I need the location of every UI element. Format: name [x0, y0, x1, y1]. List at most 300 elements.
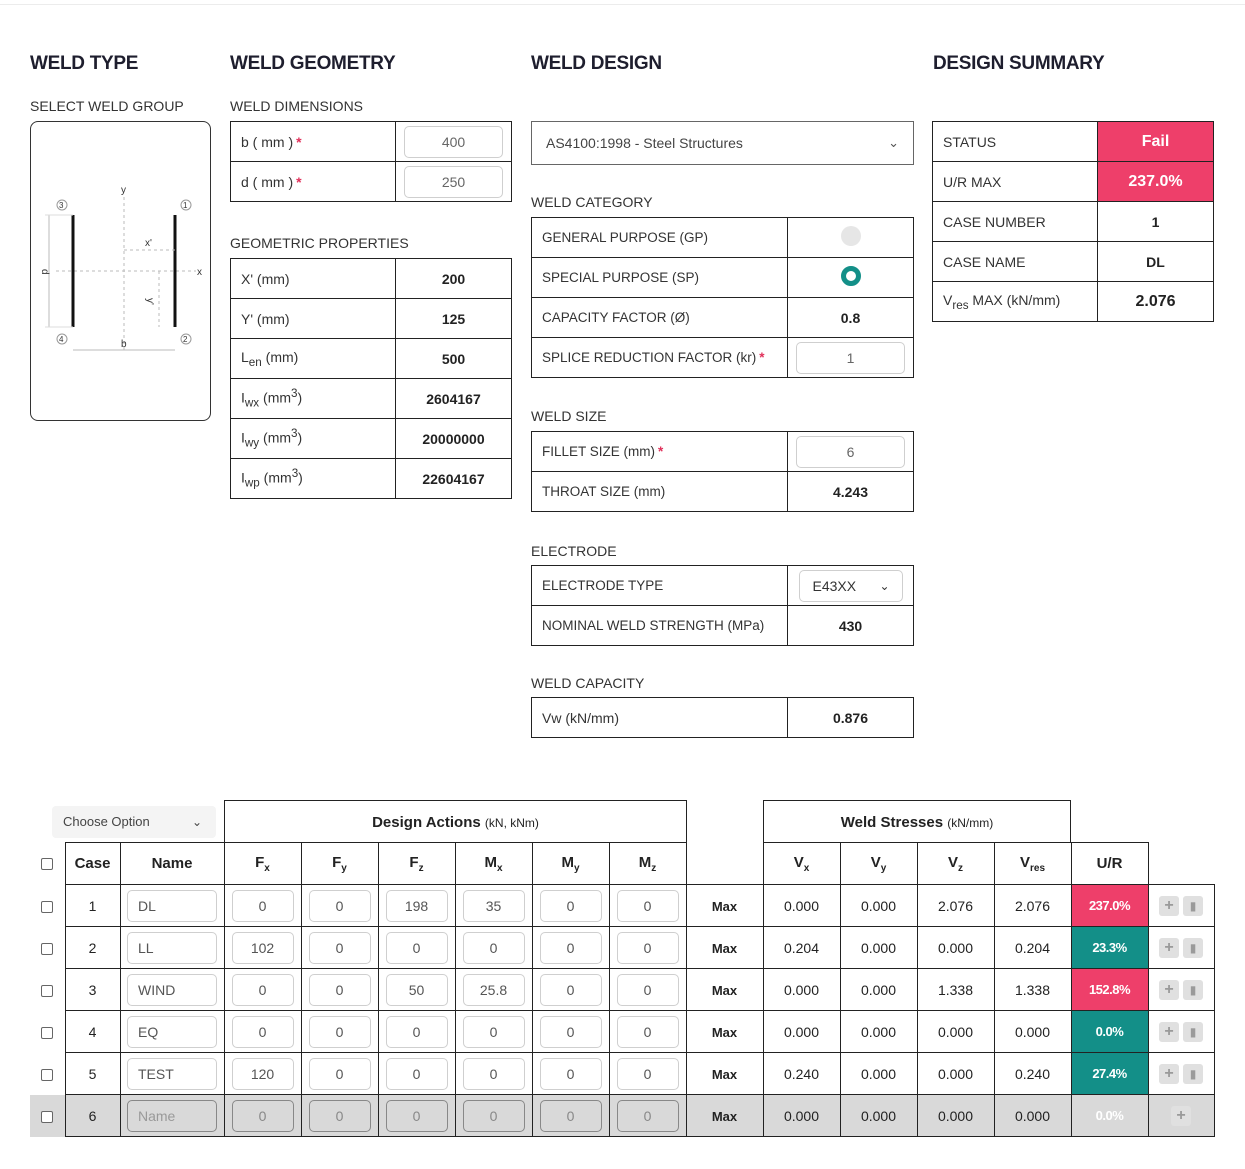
fz-cell — [378, 885, 455, 927]
fillet-input[interactable]: 6 — [796, 436, 905, 468]
throat-value: 4.243 — [788, 472, 914, 512]
row-checkbox[interactable] — [41, 1069, 53, 1081]
my-cell — [532, 927, 609, 969]
table-row — [30, 1095, 1214, 1137]
weld-group-diagram-svg — [31, 122, 210, 420]
choose-option-value: Choose Option — [63, 814, 150, 829]
fy-input[interactable]: 0 — [309, 890, 371, 922]
my-input[interactable]: 0 — [540, 974, 602, 1006]
row-checkbox-cell — [30, 1095, 65, 1137]
prop-value: 20000000 — [396, 419, 512, 459]
prop-label: Y' (mm) — [231, 299, 396, 339]
prop-row — [231, 419, 512, 459]
dimension-row-d — [231, 162, 512, 202]
max-cell — [686, 927, 763, 969]
mz-input[interactable]: 0 — [617, 890, 679, 922]
vres-value: 0.240 — [994, 1053, 1071, 1095]
max-cell — [686, 1095, 763, 1137]
fy-cell — [301, 927, 378, 969]
mz-input[interactable]: 0 — [617, 974, 679, 1006]
mx-cell — [455, 1095, 532, 1137]
vy-value: 0.000 — [840, 1011, 917, 1053]
case-number: 5 — [65, 1053, 120, 1095]
vres-value: 1.338 — [994, 969, 1071, 1011]
fillet-label: FILLET SIZE (mm) — [542, 444, 656, 459]
weld-stresses-units: (kN/mm) — [947, 816, 994, 830]
row-checkbox-cell — [30, 927, 65, 969]
mz-cell — [609, 1095, 686, 1137]
fz-input[interactable]: 0 — [386, 1058, 448, 1090]
col-name: Name — [120, 843, 224, 885]
mx-cell — [455, 885, 532, 927]
vx-value: 0.000 — [763, 1095, 840, 1137]
name-input[interactable]: DL — [127, 890, 217, 922]
fx-cell — [224, 1095, 301, 1137]
nominal-strength-label: NOMINAL WELD STRENGTH (MPa) — [532, 606, 788, 646]
vy-value: 0.000 — [840, 1053, 917, 1095]
case-number-row — [933, 202, 1214, 242]
design-summary-table — [932, 121, 1214, 322]
weld-stresses-header — [763, 800, 1071, 843]
trash-icon[interactable]: ▮ — [1183, 1022, 1203, 1042]
nominal-strength-row — [532, 606, 914, 646]
fz-input[interactable]: 0 — [386, 1100, 448, 1132]
table-row — [30, 1053, 1214, 1095]
mx-input[interactable]: 0 — [463, 932, 525, 964]
max-label: Max — [711, 982, 738, 998]
my-input[interactable]: 0 — [540, 932, 602, 964]
fz-cell — [378, 1095, 455, 1137]
vx-value: 0.000 — [763, 885, 840, 927]
ur-value: 27.4% — [1071, 1053, 1148, 1095]
fz-input[interactable]: 0 — [386, 932, 448, 964]
fx-cell — [224, 1011, 301, 1053]
prop-value: 125 — [396, 299, 512, 339]
vres-value: 0.204 — [994, 927, 1071, 969]
name-input[interactable]: EQ — [127, 1016, 217, 1048]
mx-input[interactable]: 0 — [463, 1058, 525, 1090]
col-fz: $F_z$ — [378, 843, 455, 885]
capacity-factor-value: 0.8 — [788, 298, 914, 338]
col-fx: $F_x$ — [224, 843, 301, 885]
electrode-label: ELECTRODE — [531, 543, 617, 559]
diagram-y-label: y — [121, 185, 126, 196]
fy-cell — [301, 1011, 378, 1053]
vres-max-label: $V_{res}$ MAX (kN/mm) — [933, 282, 1098, 322]
table-header-row — [30, 843, 1214, 885]
max-cell — [686, 969, 763, 1011]
my-input[interactable]: 0 — [540, 1016, 602, 1048]
electrode-type-row — [532, 566, 914, 606]
required-mark: * — [296, 173, 302, 190]
mz-cell — [609, 969, 686, 1011]
fz-cell — [378, 1053, 455, 1095]
row-checkbox[interactable] — [41, 943, 53, 955]
fillet-label-cell — [532, 432, 788, 472]
mx-input[interactable]: 0 — [463, 1100, 525, 1132]
col-actions — [1148, 843, 1214, 885]
weld-group-diagram[interactable] — [30, 121, 211, 421]
actions-cell — [1148, 927, 1214, 969]
electrode-type-cell — [788, 566, 914, 606]
d-value-cell — [396, 162, 512, 202]
actions-cell — [1148, 1053, 1214, 1095]
my-cell — [532, 1011, 609, 1053]
row-checkbox-cell — [30, 885, 65, 927]
vres-value: 2.076 — [994, 885, 1071, 927]
diagram-node-4: 4 — [59, 335, 64, 344]
d-label: d ( mm ) — [241, 173, 294, 190]
prop-row — [231, 259, 512, 299]
diagram-yprime-label: y' — [144, 298, 155, 305]
name-cell — [120, 1011, 224, 1053]
d-input[interactable]: 250 — [404, 166, 503, 198]
max-cell — [686, 1053, 763, 1095]
prop-label: $I_{wp}$ $(mm^3)$ — [231, 459, 396, 499]
row-checkbox-cell — [30, 1053, 65, 1095]
d-label-cell — [231, 162, 396, 202]
prop-value: 2604167 — [396, 379, 512, 419]
vz-value: 1.338 — [917, 969, 994, 1011]
b-label-cell — [231, 122, 396, 162]
vw-row — [532, 698, 914, 738]
name-cell — [120, 1095, 224, 1137]
splice-label: SPLICE REDUCTION FACTOR (kr) — [542, 350, 757, 365]
design-standard-select[interactable] — [531, 121, 914, 165]
weld-size-table — [531, 431, 914, 512]
my-cell — [532, 1053, 609, 1095]
trash-icon[interactable]: ▮ — [1183, 980, 1203, 1000]
plus-icon[interactable]: + — [1159, 1022, 1179, 1042]
vy-value: 0.000 — [840, 885, 917, 927]
col-fy: $F_y$ — [301, 843, 378, 885]
vz-value: 0.000 — [917, 927, 994, 969]
case-number: 2 — [65, 927, 120, 969]
case-number: 3 — [65, 969, 120, 1011]
actions-cell — [1148, 885, 1214, 927]
table-row — [30, 1011, 1214, 1053]
vres-max-value: 2.076 — [1098, 282, 1214, 322]
ur-max-row — [933, 162, 1214, 202]
vz-value: 0.000 — [917, 1095, 994, 1137]
col-vz: $V_z$ — [917, 843, 994, 885]
vres-value: 0.000 — [994, 1011, 1071, 1053]
weld-category-table — [531, 217, 914, 378]
diagram-node-1: 1 — [183, 201, 188, 210]
fz-input[interactable]: 0 — [386, 1016, 448, 1048]
prop-label: $I_{wx}$ $(mm^3)$ — [231, 379, 396, 419]
diagram-xprime-label: x' — [145, 238, 152, 249]
prop-value: 500 — [396, 339, 512, 379]
design-actions-header — [224, 800, 687, 843]
plus-icon[interactable]: + — [1171, 1106, 1191, 1126]
col-vres: $V_{res}$ — [994, 843, 1071, 885]
fy-input[interactable]: 0 — [309, 932, 371, 964]
my-cell — [532, 969, 609, 1011]
electrode-type-label: ELECTRODE TYPE — [532, 566, 788, 606]
fy-input[interactable]: 0 — [309, 974, 371, 1006]
fx-cell — [224, 1053, 301, 1095]
plus-icon[interactable]: + — [1159, 1064, 1179, 1084]
b-label: b ( mm ) — [241, 133, 294, 150]
prop-value: 22604167 — [396, 459, 512, 499]
name-input[interactable]: Name — [127, 1100, 217, 1132]
fx-cell — [224, 927, 301, 969]
status-row — [933, 122, 1214, 162]
case-name-label: CASE NAME — [933, 242, 1098, 282]
my-input[interactable]: 0 — [540, 1100, 602, 1132]
weld-dimensions-table — [230, 121, 512, 202]
max-cell — [686, 1011, 763, 1053]
mx-input[interactable]: 35 — [463, 890, 525, 922]
col-mx: $M_x$ — [455, 843, 532, 885]
mz-input[interactable]: 0 — [617, 1016, 679, 1048]
prop-row — [231, 379, 512, 419]
vz-value: 2.076 — [917, 885, 994, 927]
vx-value: 0.000 — [763, 1011, 840, 1053]
row-checkbox[interactable] — [41, 901, 53, 913]
name-input[interactable]: LL — [127, 932, 217, 964]
vw-label: Vw (kN/mm) — [532, 698, 788, 738]
name-cell — [120, 969, 224, 1011]
splice-input[interactable]: 1 — [796, 342, 905, 374]
my-input[interactable]: 0 — [540, 890, 602, 922]
top-divider — [0, 4, 1245, 5]
status-badge: Fail — [1098, 122, 1214, 162]
splice-label-cell — [532, 338, 788, 378]
col-my: $M_y$ — [532, 843, 609, 885]
electrode-type-select[interactable] — [799, 570, 903, 602]
fillet-row — [532, 432, 914, 472]
col-mz: $M_z$ — [609, 843, 686, 885]
sp-radio[interactable] — [841, 266, 861, 286]
case-number-value: 1 — [1098, 202, 1214, 242]
gp-radio[interactable] — [841, 226, 861, 246]
mz-cell — [609, 1011, 686, 1053]
name-cell — [120, 927, 224, 969]
mx-cell — [455, 969, 532, 1011]
chevron-down-icon: ⌄ — [879, 578, 890, 593]
design-summary-heading: DESIGN SUMMARY — [933, 53, 1105, 74]
mx-input[interactable]: 0 — [463, 1016, 525, 1048]
diagram-node-2: 2 — [183, 335, 188, 344]
category-row-gp[interactable] — [532, 218, 914, 258]
vw-value: 0.876 — [788, 698, 914, 738]
name-cell — [120, 885, 224, 927]
my-input[interactable]: 0 — [540, 1058, 602, 1090]
prop-row — [231, 459, 512, 499]
fy-cell — [301, 1095, 378, 1137]
case-name-row — [933, 242, 1214, 282]
weld-capacity-label: WELD CAPACITY — [531, 675, 645, 691]
weld-capacity-table — [531, 697, 914, 738]
weld-design-heading: WELD DESIGN — [531, 53, 662, 74]
mz-cell — [609, 1053, 686, 1095]
case-number: 6 — [65, 1095, 120, 1137]
mz-cell — [609, 927, 686, 969]
weld-size-label: WELD SIZE — [531, 408, 607, 424]
capacity-factor-label: CAPACITY FACTOR (Ø) — [532, 298, 788, 338]
case-number: 4 — [65, 1011, 120, 1053]
ur-value: 0.0% — [1071, 1011, 1148, 1053]
diagram-b-label: b — [121, 339, 127, 350]
gp-label: GENERAL PURPOSE (GP) — [532, 218, 788, 258]
throat-row — [532, 472, 914, 512]
electrode-table — [531, 565, 914, 646]
fy-cell — [301, 885, 378, 927]
case-name-value: DL — [1098, 242, 1214, 282]
b-value-cell — [396, 122, 512, 162]
row-checkbox[interactable] — [41, 1027, 53, 1039]
vx-value: 0.240 — [763, 1053, 840, 1095]
name-input[interactable]: TEST — [127, 1058, 217, 1090]
splice-value-cell — [788, 338, 914, 378]
mx-input[interactable]: 25.8 — [463, 974, 525, 1006]
fx-input[interactable]: 0 — [232, 1100, 294, 1132]
throat-label: THROAT SIZE (mm) — [532, 472, 788, 512]
fy-input[interactable]: 0 — [309, 1100, 371, 1132]
max-label: Max — [711, 940, 738, 956]
diagram-d-label: d — [39, 269, 50, 275]
fx-input[interactable]: 120 — [232, 1058, 294, 1090]
actions-cell — [1148, 1095, 1214, 1137]
select-all-checkbox[interactable] — [41, 858, 53, 870]
fz-cell — [378, 1011, 455, 1053]
max-label: Max — [711, 898, 738, 914]
sp-radio-cell — [788, 258, 914, 298]
fy-cell — [301, 1053, 378, 1095]
vx-value: 0.000 — [763, 969, 840, 1011]
ur-value: 237.0% — [1071, 885, 1148, 927]
ur-max-value: 237.0% — [1098, 162, 1214, 202]
required-mark: * — [658, 444, 664, 459]
my-cell — [532, 885, 609, 927]
select-all-cell — [30, 843, 65, 885]
actions-cell — [1148, 969, 1214, 1011]
fy-cell — [301, 969, 378, 1011]
b-input[interactable]: 400 — [404, 126, 503, 158]
fz-cell — [378, 969, 455, 1011]
col-case: Case — [65, 843, 120, 885]
mx-cell — [455, 1011, 532, 1053]
sp-label: SPECIAL PURPOSE (SP) — [532, 258, 788, 298]
mz-input[interactable]: 0 — [617, 1100, 679, 1132]
vz-value: 0.000 — [917, 1011, 994, 1053]
prop-label: X' (mm) — [231, 259, 396, 299]
gp-radio-cell — [788, 218, 914, 258]
max-label: Max — [711, 1108, 738, 1124]
ur-value: 152.8% — [1071, 969, 1148, 1011]
name-input[interactable]: WIND — [127, 974, 217, 1006]
fy-input[interactable]: 0 — [309, 1058, 371, 1090]
nominal-strength-value: 430 — [788, 606, 914, 646]
table-row — [30, 885, 1214, 927]
trash-icon[interactable]: ▮ — [1183, 896, 1203, 916]
case-number-label: CASE NUMBER — [933, 202, 1098, 242]
geometric-properties-label: GEOMETRIC PROPERTIES — [230, 235, 409, 251]
fz-cell — [378, 927, 455, 969]
plus-icon[interactable]: + — [1159, 938, 1179, 958]
prop-row — [231, 339, 512, 379]
table-row — [30, 927, 1214, 969]
capacity-factor-row — [532, 298, 914, 338]
prop-label: $L_{en}$ (mm) — [231, 339, 396, 379]
weld-category-label: WELD CATEGORY — [531, 194, 653, 210]
col-vx: $V_x$ — [763, 843, 840, 885]
chevron-down-icon: ⌄ — [191, 815, 202, 829]
diagram-x-label: x — [197, 267, 202, 278]
vy-value: 0.000 — [840, 1095, 917, 1137]
fx-input[interactable]: 102 — [232, 932, 294, 964]
diagram-node-3: 3 — [59, 201, 64, 210]
col-vy: $V_y$ — [840, 843, 917, 885]
plus-icon[interactable]: + — [1159, 980, 1179, 1000]
select-weld-group-label: SELECT WELD GROUP — [30, 98, 184, 114]
fx-cell — [224, 885, 301, 927]
dimension-row-b — [231, 122, 512, 162]
choose-option-select[interactable] — [52, 806, 216, 838]
prop-value: 200 — [396, 259, 512, 299]
max-cell — [686, 885, 763, 927]
row-checkbox[interactable] — [41, 1111, 53, 1123]
splice-row — [532, 338, 914, 378]
vy-value: 0.000 — [840, 927, 917, 969]
my-cell — [532, 1095, 609, 1137]
design-standard-value: AS4100:1998 - Steel Structures — [546, 135, 743, 151]
fx-cell — [224, 969, 301, 1011]
status-label: STATUS — [933, 122, 1098, 162]
vres-value: 0.000 — [994, 1095, 1071, 1137]
actions-cell — [1148, 1011, 1214, 1053]
vx-value: 0.204 — [763, 927, 840, 969]
fz-input[interactable]: 50 — [386, 974, 448, 1006]
fx-input[interactable]: 0 — [232, 890, 294, 922]
weld-type-heading: WELD TYPE — [30, 53, 139, 74]
fx-input[interactable]: 0 — [232, 1016, 294, 1048]
vy-value: 0.000 — [840, 969, 917, 1011]
fillet-value-cell — [788, 432, 914, 472]
fy-input[interactable]: 0 — [309, 1016, 371, 1048]
mx-cell — [455, 927, 532, 969]
mx-cell — [455, 1053, 532, 1095]
fx-input[interactable]: 0 — [232, 974, 294, 1006]
category-row-sp[interactable] — [532, 258, 914, 298]
mz-input[interactable]: 0 — [617, 932, 679, 964]
row-checkbox[interactable] — [41, 985, 53, 997]
mz-cell — [609, 885, 686, 927]
ur-value: 0.0% — [1071, 1095, 1148, 1137]
weld-dimensions-label: WELD DIMENSIONS — [230, 98, 364, 114]
ur-max-label: U/R MAX — [933, 162, 1098, 202]
plus-icon[interactable]: + — [1159, 896, 1179, 916]
vz-value: 0.000 — [917, 1053, 994, 1095]
table-row — [30, 969, 1214, 1011]
mz-input[interactable]: 0 — [617, 1058, 679, 1090]
electrode-type-value: E43XX — [812, 577, 857, 594]
required-mark: * — [759, 350, 765, 365]
weld-stresses-title: Weld Stresses — [840, 814, 944, 831]
fz-input[interactable]: 198 — [386, 890, 448, 922]
design-actions-title: Design Actions — [372, 814, 481, 831]
design-actions-units: (kN, kNm) — [484, 816, 539, 830]
trash-icon[interactable]: ▮ — [1183, 1064, 1203, 1084]
trash-icon[interactable]: ▮ — [1183, 938, 1203, 958]
max-label: Max — [711, 1024, 738, 1040]
ur-value: 23.3% — [1071, 927, 1148, 969]
required-mark: * — [296, 133, 302, 150]
prop-row — [231, 299, 512, 339]
chevron-down-icon: ⌄ — [888, 135, 899, 150]
